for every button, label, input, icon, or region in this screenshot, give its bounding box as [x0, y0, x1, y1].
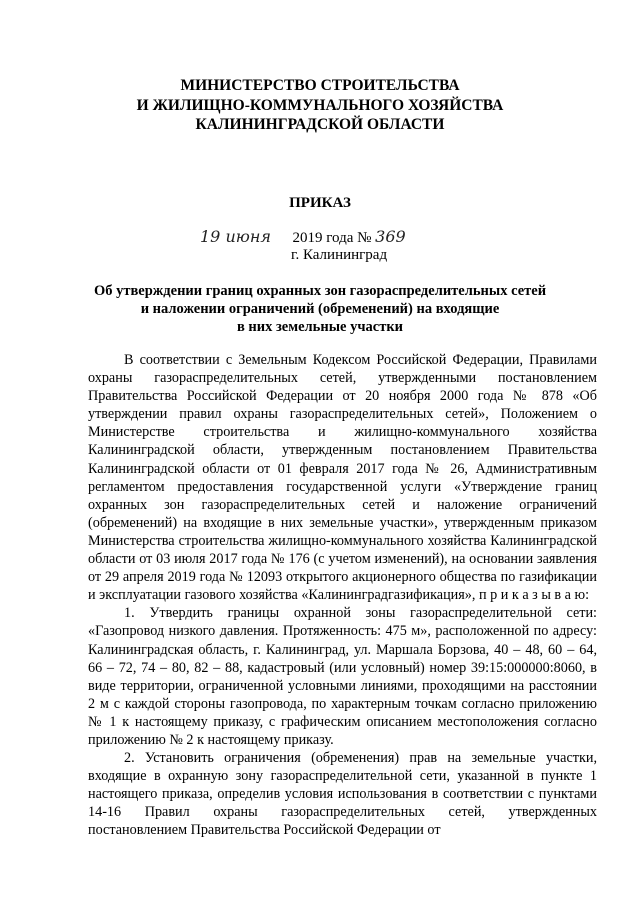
- ministry-line-2: И ЖИЛИЩНО-КОММУНАЛЬНОГО ХОЗЯЙСТВА: [136, 96, 504, 114]
- order-title: ПРИКАЗ: [289, 195, 351, 211]
- ministry-header: [0, 76, 640, 135]
- handwritten-number: 369: [375, 227, 406, 246]
- paragraph-item-1: 1. Утвердить границы охранной зоны газораспределительной сети: «Газопровод низкого давления. Протяженность: 475 м», расположенной по адресу: Калининградская область, г. Калининград, ул. Маршала Борзова, 40 – 48, 60 – 64, 66 – 72, 74 – 80, 82 – 88, кадастровый (или условный) номер 39:15:000000:8060, в виде территории, ограниченной условными линиями, проходящими на расстоянии 2 м с каждой стороны газопровода, по характерным точкам согласно приложению № 1 к настоящему приказу, с графическим описанием местоположения согласно приложению № 2 к настоящему приказу.: [88, 605, 597, 748]
- order-year-text: 2019 года №: [292, 230, 372, 246]
- handwritten-date: 19 июня: [200, 227, 271, 246]
- paragraph-preamble: В соответствии с Земельным Кодексом Российской Федерации, Правилами охраны газораспределительных сетей, утвержденными постановлением Правительства Российской Федерации от 20 ноября 2000 года № 878 «Об утверждении правил охраны газораспределительных сетей», Положением о Министерстве строительства и жилищно-коммунального хозяйства Калининградской области, утвержденным постановлением Правительства Калининградской области от 01 февраля 2017 года № 26, Административным регламентом предоставления государственной услуги «Утверждение границ охранных зон газораспределительных сетей и наложение ограничений (обременений) на входящие в них земельные участки», утвержденным приказом Министерства строительства жилищно-коммунального хозяйства Калининградской области от 03 июля 2017 года № 176 (с учетом изменений), на основании заявления от 29 апреля 2019 года № 12093 открытого акционерного общества по газификации и эксплуатации газового хозяйства «Калининградгазификация», п р и к а з ы в а ю:: [88, 352, 597, 604]
- paragraph-item-2: 2. Установить ограничения (обременения) прав на земельные участки, входящие в охранную зону газораспределительной сети, указанной в пункте 1 настоящего приказа, определив условия использования в соответствии с пунктами 14-16 Правил охраны газораспределительных сетей, утвержденных постановлением Правительства Российской Федерации от: [88, 750, 597, 839]
- order-body: [88, 351, 597, 840]
- subject-line-2: и наложении ограничений (обременений) на входящие: [140, 301, 500, 317]
- order-subject: [0, 282, 640, 336]
- subject-line-1: Об утверждении границ охранных зон газораспределительных сетей: [93, 283, 547, 299]
- subject-line-3: в них земельные участки: [236, 319, 404, 335]
- order-date-number: [200, 227, 406, 247]
- ministry-line-1: МИНИСТЕРСТВО СТРОИТЕЛЬСТВА: [180, 77, 460, 94]
- order-city: г. Калининград: [291, 247, 388, 263]
- ministry-line-3: КАЛИНИНГРАДСКОЙ ОБЛАСТИ: [195, 116, 445, 133]
